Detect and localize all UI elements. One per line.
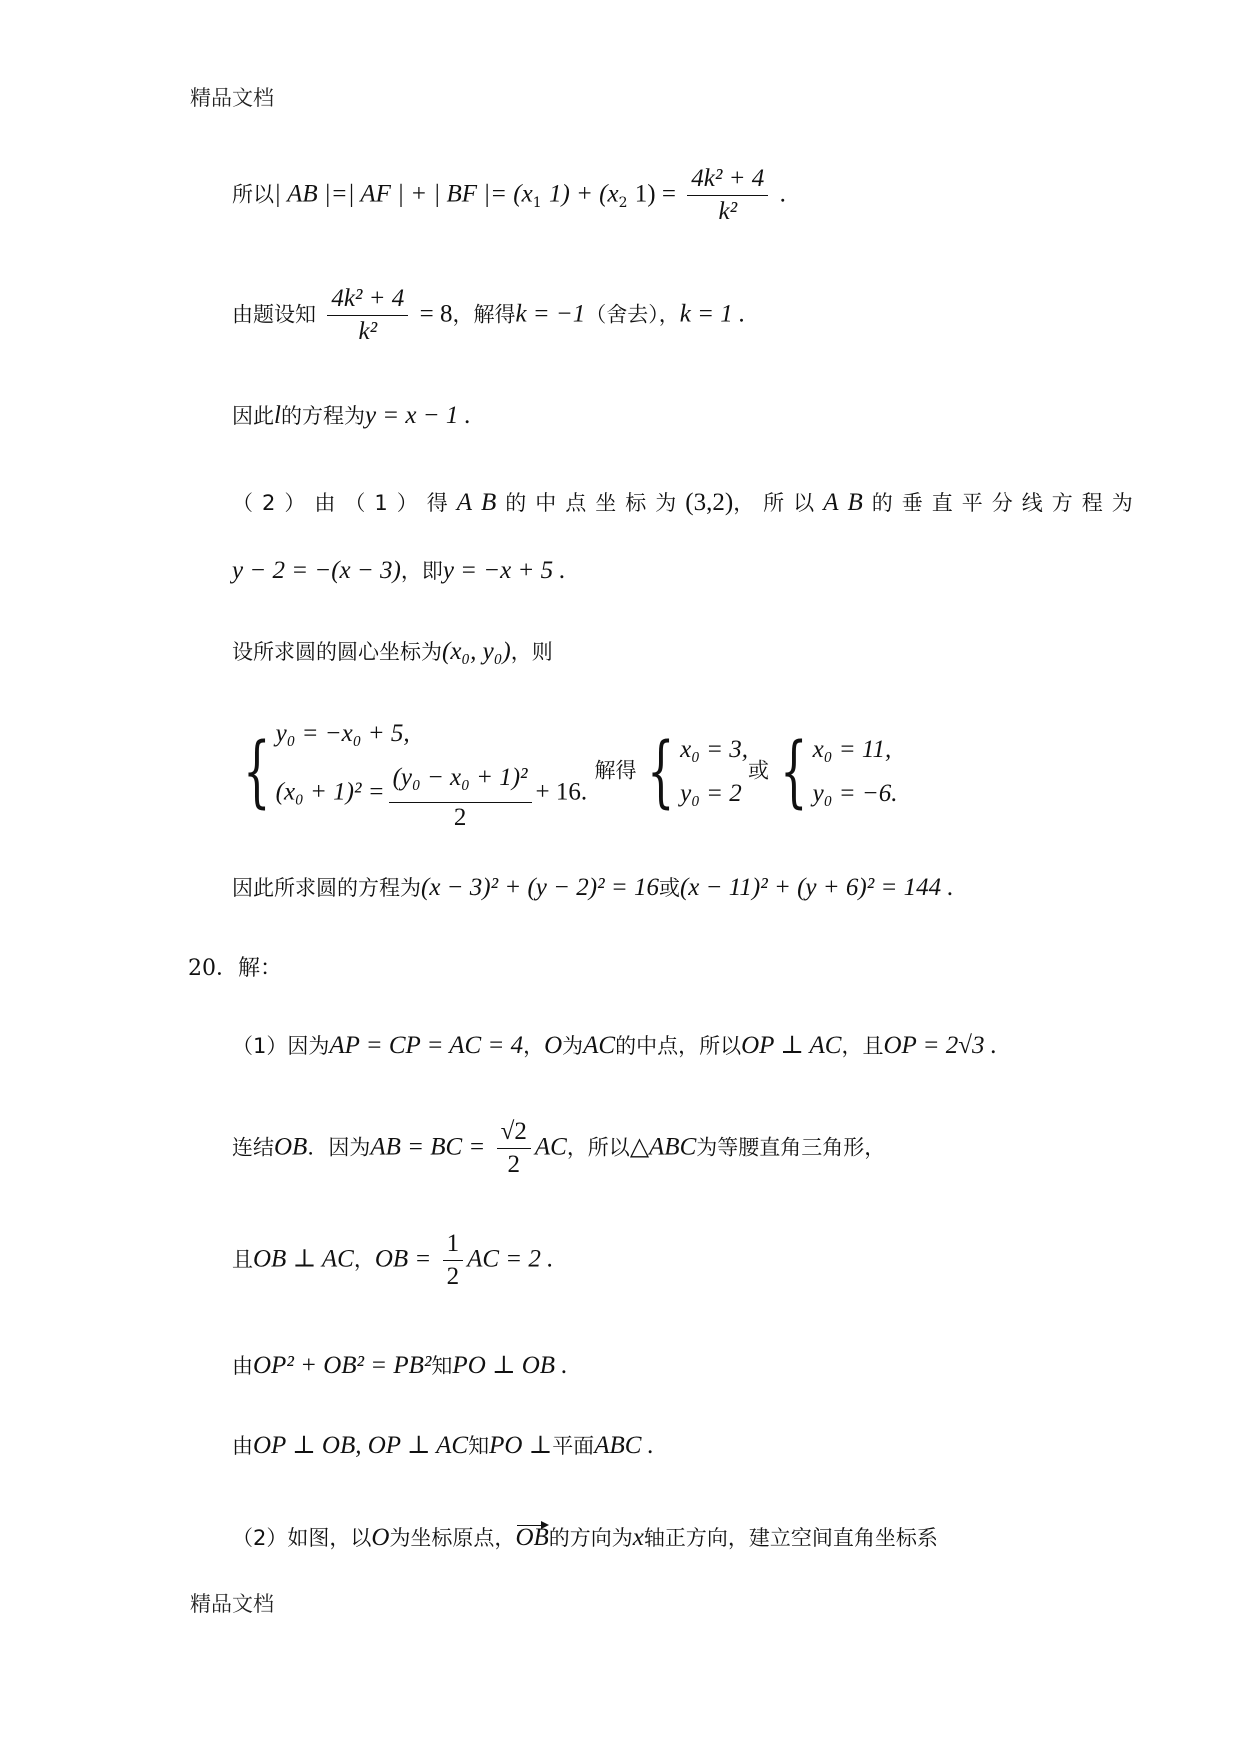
line-center-coords xyxy=(232,636,553,666)
system-left xyxy=(276,712,588,831)
question-20-label: 20．解： xyxy=(188,956,282,981)
text: 的中点坐标为 xyxy=(505,491,686,515)
subscript: 1 xyxy=(532,195,542,212)
math: △ABC xyxy=(629,1133,697,1161)
text: 由 xyxy=(232,1434,253,1458)
denominator: k² xyxy=(718,198,738,225)
math: y = −x + 5 . xyxy=(442,557,566,584)
math: k = 1 . xyxy=(679,300,746,328)
math: AB = BC = xyxy=(370,1133,486,1161)
line-p3 xyxy=(232,1230,553,1291)
math: PO ⊥ OB . xyxy=(452,1352,568,1379)
fraction xyxy=(497,1118,531,1179)
text: ，即 xyxy=(400,559,443,583)
denominator: 2 xyxy=(507,1151,520,1178)
math: OP ⊥ OB, OP ⊥ AC xyxy=(253,1432,469,1459)
text: ，所以 xyxy=(733,491,824,515)
numerator: 4k² + 4 xyxy=(327,285,408,316)
line-perp-bisector xyxy=(232,555,566,585)
line-ab-length xyxy=(232,165,786,226)
numerator: √2 xyxy=(497,1118,531,1149)
math: AP = CP = AC = 4 xyxy=(329,1032,524,1059)
math: OP = 2√3 . xyxy=(883,1032,997,1059)
denominator: k² xyxy=(358,318,378,345)
text: 知 xyxy=(431,1354,453,1378)
math: 1) = xyxy=(634,180,676,208)
line-p2 xyxy=(232,1118,885,1179)
fraction xyxy=(687,165,768,226)
text: ，解得 xyxy=(452,302,516,327)
text: ， xyxy=(523,1034,545,1058)
equation-system xyxy=(232,712,897,831)
fraction xyxy=(443,1230,464,1291)
fraction xyxy=(389,756,532,831)
math: ABC . xyxy=(594,1432,654,1459)
text: 轴正方向，建立空间直角坐标系 xyxy=(643,1526,938,1550)
text: 的中点，所以 xyxy=(615,1034,742,1058)
text: 解得 xyxy=(594,758,637,783)
text: 由题设知 xyxy=(232,302,316,327)
text: 知 xyxy=(468,1434,490,1458)
vector-ob: OB xyxy=(515,1524,549,1551)
left-brace: { xyxy=(647,726,675,817)
text: 连结 xyxy=(232,1135,274,1160)
math: y − 2 = −(x − 3) xyxy=(232,557,401,584)
equation: x₀ = 11, xyxy=(812,735,892,763)
denominator: 2 xyxy=(446,1263,460,1290)
text: （1）因为 xyxy=(232,1034,330,1058)
line-p6 xyxy=(232,1522,938,1552)
math: AC xyxy=(583,1032,616,1059)
math: AB xyxy=(823,489,872,516)
math: OP ⊥ AC xyxy=(741,1032,842,1059)
text: （舍去）， xyxy=(585,302,680,327)
math: (x₀, y₀) xyxy=(442,638,511,665)
math: 1) + (x xyxy=(548,180,619,208)
text: 因此所求圆的方程为 xyxy=(232,876,421,900)
page-header: 精品文档 xyxy=(190,86,274,110)
numerator: 4k² + 4 xyxy=(687,165,768,196)
page-footer: 精品文档 xyxy=(190,1592,274,1616)
left-brace: { xyxy=(243,726,271,817)
text: 的方向为 xyxy=(548,1526,633,1550)
text: 或 xyxy=(748,758,770,783)
math: k = −1 xyxy=(515,300,586,328)
math: PO ⊥ xyxy=(489,1432,553,1459)
math: + 16. xyxy=(535,778,588,806)
math: (x − 3)² + (y − 2)² = 16 xyxy=(421,874,659,901)
text: 为 xyxy=(562,1034,584,1058)
solution-1 xyxy=(680,728,748,816)
text: 为等腰直角三角形， xyxy=(696,1135,886,1160)
math: (x − 11)² + (y + 6)² = 144 . xyxy=(679,874,954,901)
math: = 8 xyxy=(419,300,453,328)
text: 平面 xyxy=(552,1434,595,1458)
math: O xyxy=(544,1032,563,1059)
math: OB ⊥ AC xyxy=(253,1245,354,1273)
line-p1 xyxy=(232,1030,997,1060)
math: AC = 2 . xyxy=(467,1245,554,1273)
text: 为坐标原点， xyxy=(389,1526,516,1550)
line-l-equation xyxy=(232,400,471,430)
line-solve-k xyxy=(232,285,745,346)
line-part2-intro xyxy=(232,487,1142,517)
denominator: 2 xyxy=(453,804,467,831)
text: 因此 xyxy=(232,404,274,428)
text: ，且 xyxy=(841,1034,884,1058)
text: ．因为 xyxy=(307,1135,371,1160)
text: ， xyxy=(353,1247,375,1272)
math: AC xyxy=(534,1133,567,1161)
math: | AB |=| AF | + | BF |= (x xyxy=(274,180,533,208)
equation: y₀ = −6. xyxy=(812,779,898,807)
text: （2）由（1）得 xyxy=(232,491,457,515)
math: (3,2) xyxy=(685,489,734,516)
math: y = x − 1 . xyxy=(364,402,471,429)
math: AB xyxy=(456,489,506,516)
numerator: (y₀ − x₀ + 1)² xyxy=(389,756,532,803)
equation: y₀ = 2 xyxy=(680,779,742,807)
math: OP² + OB² = PB² xyxy=(253,1352,432,1379)
left-brace: { xyxy=(780,726,808,817)
line-circle-equations xyxy=(232,872,954,902)
text: 所以 xyxy=(232,182,274,207)
text: 的垂直平分线方程为 xyxy=(871,491,1142,515)
equation: y₀ = −x₀ + 5, xyxy=(275,720,410,747)
math: OB = xyxy=(374,1245,432,1273)
numerator: 1 xyxy=(443,1230,464,1261)
math: x xyxy=(632,1524,644,1551)
subscript: 2 xyxy=(618,195,628,212)
text: 由 xyxy=(232,1354,253,1378)
text: 且 xyxy=(232,1247,253,1272)
text: （2）如图，以 xyxy=(232,1526,372,1550)
math: OB xyxy=(274,1133,308,1161)
math: . xyxy=(779,180,786,208)
line-p4 xyxy=(232,1350,568,1380)
text: ，所以 xyxy=(566,1135,630,1160)
equation xyxy=(276,756,588,831)
fraction xyxy=(327,285,408,346)
text: 的方程为 xyxy=(280,404,365,428)
equation: x₀ = 3, xyxy=(680,735,749,763)
text: ，则 xyxy=(510,640,553,664)
math: (x₀ + 1)² = xyxy=(275,778,385,806)
math: l xyxy=(274,402,281,429)
line-p5 xyxy=(232,1430,654,1460)
text: 或 xyxy=(658,876,680,900)
math: O xyxy=(371,1524,390,1551)
text: 设所求圆的圆心坐标为 xyxy=(232,640,442,664)
solution-2 xyxy=(813,728,898,816)
